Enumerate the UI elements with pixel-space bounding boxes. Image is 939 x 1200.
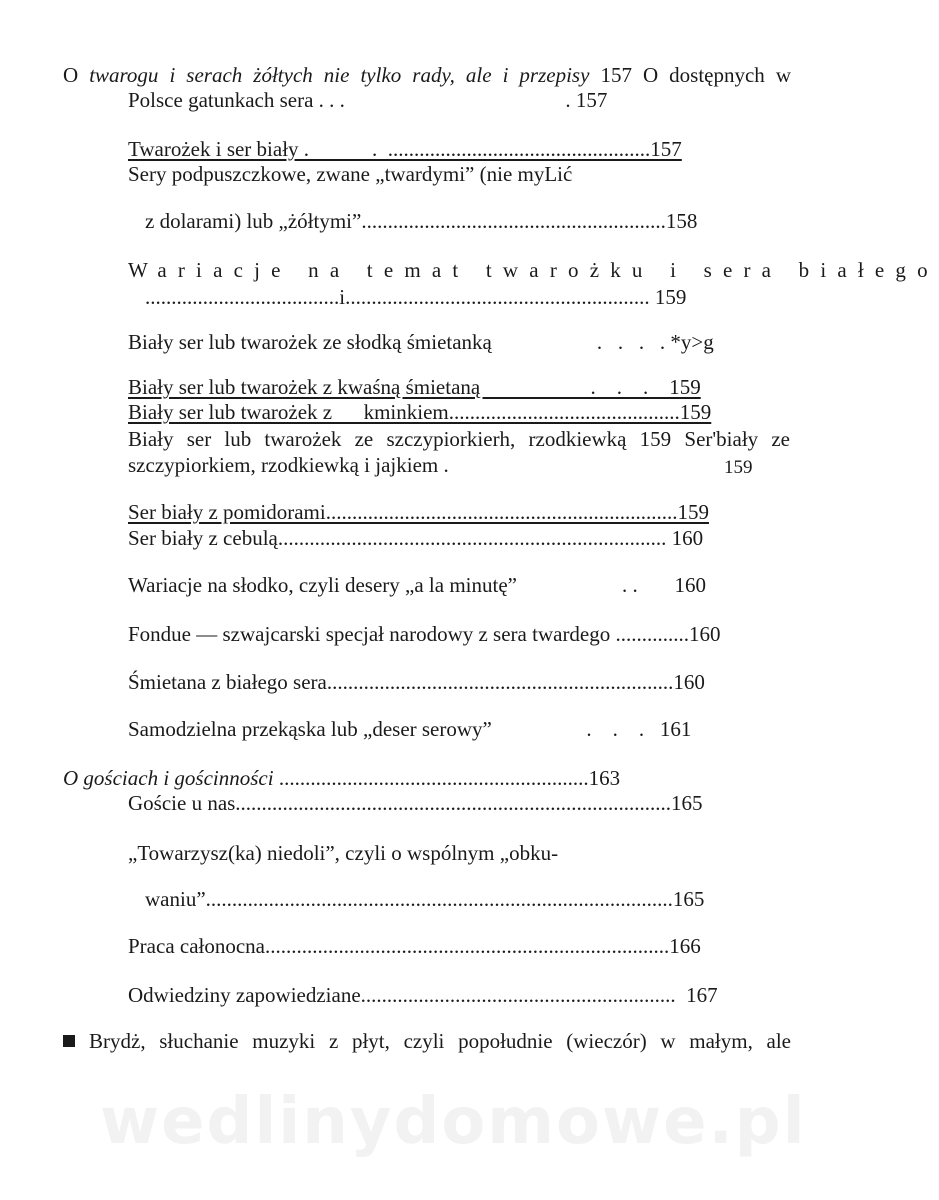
toc-entry-cream-cheese [128, 669, 705, 695]
toc-entry-sweet-cream [128, 329, 714, 355]
toc-entry-guests-section [63, 765, 620, 791]
toc-entry-text: Biały ser lub twarożek z kwaśną śmietaną . . . 159 [128, 375, 701, 399]
toc-entry-variations [128, 257, 939, 283]
toc-entry-variations-page [145, 284, 686, 310]
toc-entry-chives-radish [128, 426, 790, 452]
toc-entry-text: Ser biały z pomidorami...................................................................159 [128, 500, 709, 524]
toc-entry-hard-cheese [128, 161, 572, 187]
toc-entry-text: O gościach i gościnności [63, 766, 274, 790]
toc-entry-text: Twarożek i ser biały . . ..................................................157 [128, 137, 682, 161]
toc-entry-text: Samodzielna przekąska lub „deser serowy” . . . 161 [128, 717, 692, 741]
square-bullet-icon [63, 1035, 75, 1047]
toc-entry-hard-cheese-cont [145, 208, 697, 234]
toc-entry-text: Polsce gatunkach sera . . . . 157 [128, 88, 608, 112]
toc-entry-text: Odwiedziny zapowiedziane............................................................ 167 [128, 983, 718, 1007]
toc-entry-text: Wariacje na temat twarożku i sera białego [128, 258, 939, 282]
toc-entry-text: .....................................i.......................................................... 159 [145, 285, 687, 309]
toc-entry-bridge-text [89, 1028, 791, 1054]
toc-entry-text: Goście u nas...................................................................................165 [128, 791, 703, 815]
toc-entry-cheese-types [128, 87, 607, 113]
toc-entry-text: Wariacje na słodko, czyli desery „a la minutę” . . 160 [128, 573, 706, 597]
toc-entry-text: Biały ser lub twarożek z kminkiem............................................159 [128, 400, 712, 424]
toc-entry-text: O [63, 63, 90, 87]
toc-entry-text: Praca całonocna.............................................................................166 [128, 934, 701, 958]
toc-entry-tomatoes [128, 499, 709, 525]
toc-entry-snack [128, 716, 691, 742]
toc-entry-text: Biały ser lub twarożek ze słodką śmietanką . . . . *y>g [128, 330, 714, 354]
toc-entry-chives-egg-page [724, 455, 753, 481]
toc-entry-text: z dolarami) lub „żółtymi”..........................................................158 [145, 209, 698, 233]
toc-entry-fondue [128, 621, 721, 647]
toc-entry-sour-cream [128, 374, 701, 400]
toc-entry-companion-cont [145, 886, 704, 912]
toc-entry-text: Śmietana z białego sera..................................................................160 [128, 670, 705, 694]
toc-entry-twarozek [128, 136, 682, 162]
toc-entry-visits [128, 982, 718, 1008]
toc-entry-bridge [63, 1028, 791, 1054]
toc-entry-text: Biały ser lub twarożek ze szczypiorkierh, rzodkiewką 159 Ser'biały ze [128, 427, 790, 451]
toc-entry-text: twarogu i serach żółtych nie tylko rady, ale i przepisy [89, 63, 590, 87]
toc-entry-caraway [128, 399, 711, 425]
toc-entry-text: Brydż, słuchanie muzyki z płyt, czyli popołudnie (wieczór) w małym, ale [89, 1029, 791, 1053]
toc-entry-text: szczypiorkiem, rzodkiewką i jajkiem . [128, 453, 449, 477]
toc-entry-guests-home [128, 790, 703, 816]
toc-entry-text: „Towarzysz(ka) niedoli”, czyli o wspólnym „obku- [128, 841, 559, 865]
toc-entry-cheese-section [63, 62, 791, 88]
toc-entry-text: Fondue — szwajcarski specjał narodowy z sera twardego ..............160 [128, 622, 721, 646]
toc-entry-companion [128, 840, 558, 866]
toc-entry-text: 159 [724, 457, 753, 478]
toc-entry-text: ...........................................................163 [273, 766, 621, 790]
toc-entry-text: waniu”.........................................................................................165 [145, 887, 705, 911]
toc-entry-text: Ser biały z cebulą.......................................................................... 160 [128, 526, 704, 550]
toc-entry-onion [128, 525, 703, 551]
toc-entry-text: 157 O dostępnych w [589, 63, 791, 87]
toc-entry-desserts [128, 572, 706, 598]
toc-entry-chives-egg [128, 452, 449, 478]
toc-entry-text: Sery podpuszczkowe, zwane „twardymi” (nie myLić [128, 162, 573, 186]
toc-entry-night-work [128, 933, 701, 959]
watermark: wedlinydomowe.pl [100, 1085, 807, 1159]
